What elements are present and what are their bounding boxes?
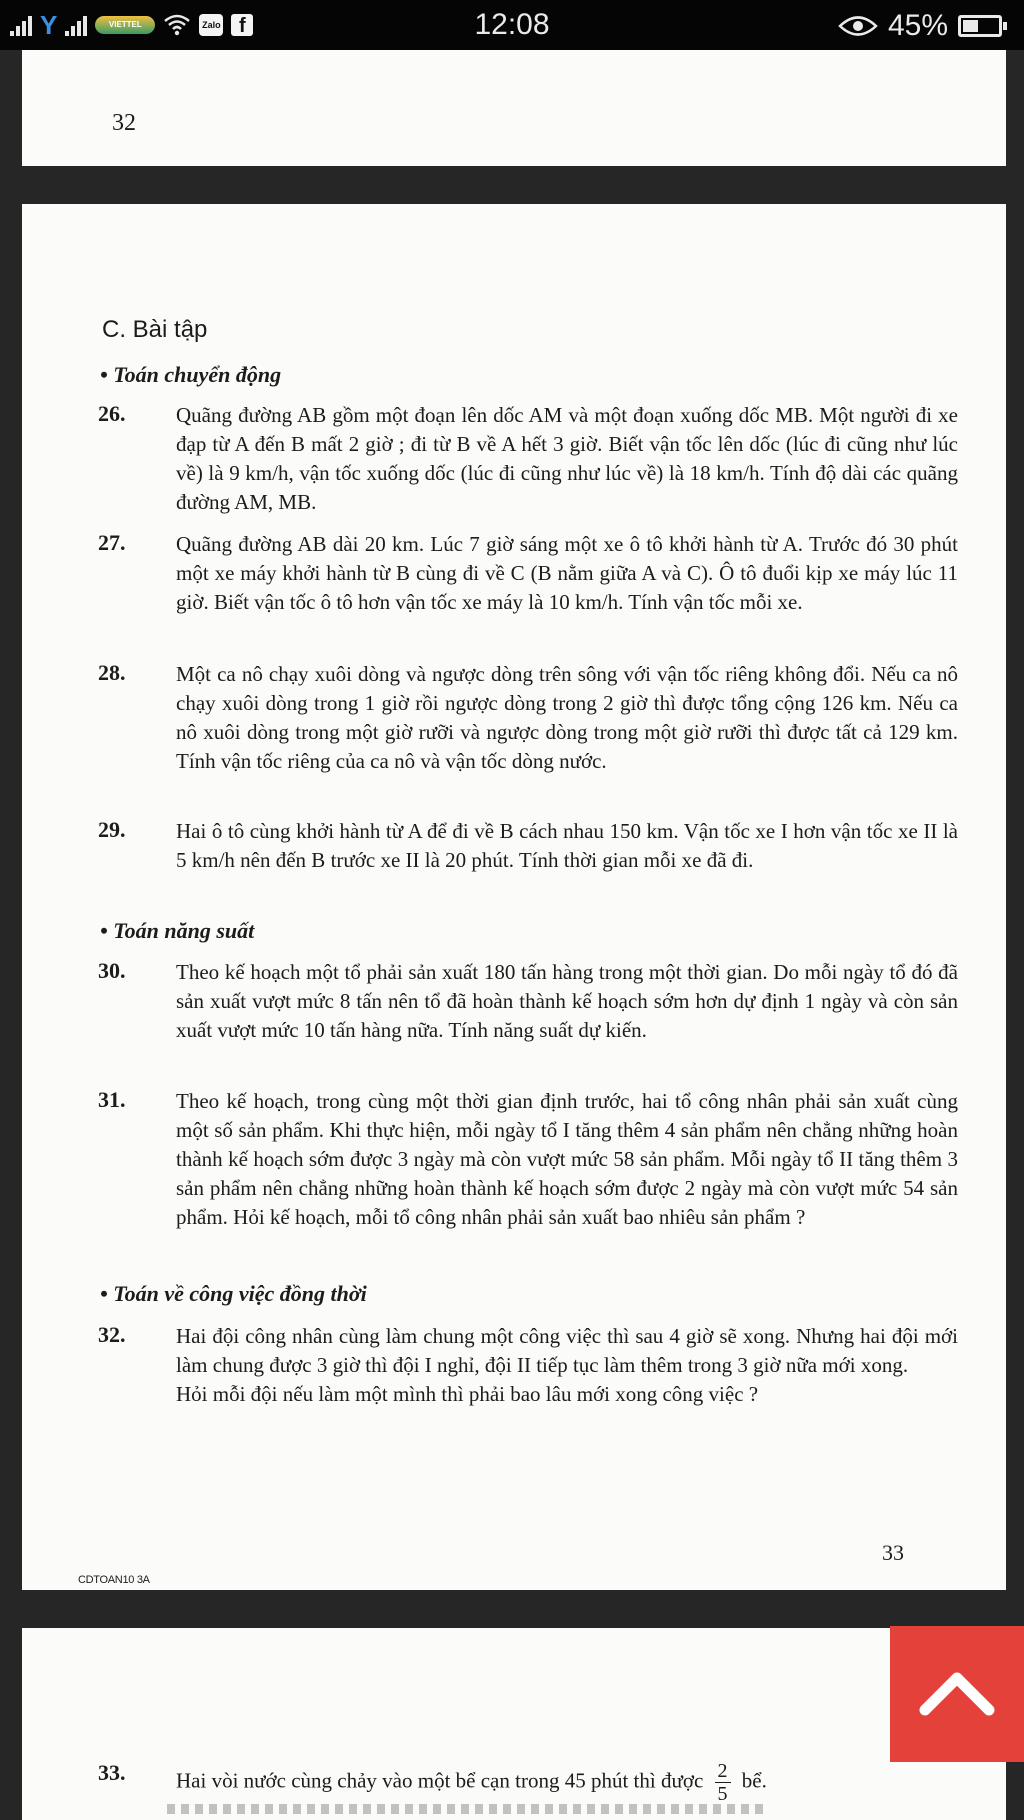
problem-number: 26.	[98, 401, 126, 426]
battery-percent: 45%	[887, 9, 948, 42]
problem-text: Hai đội công nhân cùng làm chung một công việc thì sau 4 giờ sẽ xong. Nhưng hai đội mới làm chung được 3 giờ thì đội I nghỉ, đội II tiếp tục làm thêm trong 3 giờ nữa mới xong.	[176, 1324, 958, 1377]
problem-33	[98, 1760, 958, 1805]
problem-text: Theo kế hoạch, trong cùng một thời gian định trước, hai tổ công nhân phải sản xuất cùng một số sản phẩm. Khi thực hiện, mỗi ngày tổ I tăng thêm 4 sản phẩm nên chẳng những hoàn thành kế hoạch sớm được 3 ngày mà còn vượt mức 58 sản phẩm. Mỗi ngày tổ II tăng thêm 3 sản phẩm nên chẳng những hoàn thành kế hoạch sớm được 2 ngày mà còn vượt mức 54 sản phẩm. Hỏi kế hoạch, mỗi tổ công nhân phải sản xuất bao nhiêu sản phẩm ?	[176, 1089, 958, 1229]
problem-text-end: bể.	[741, 1768, 767, 1793]
problem-number: 28.	[98, 660, 126, 685]
page-number: 32	[112, 110, 136, 136]
topic-heading: • Toán chuyển động	[100, 362, 282, 387]
problem-26	[98, 401, 958, 517]
problem-31	[98, 1087, 958, 1232]
problem-number: 30.	[98, 958, 126, 983]
problem-text: Quãng đường AB gồm một đoạn lên dốc AM và một đoạn xuống dốc MB. Một người đi xe đạp từ A đến B mất 2 giờ ; đi từ B về A hết 3 giờ. Biết vận tốc lên dốc (lúc đi cũng như lúc về) là 9 km/h, vận tốc xuống dốc (lúc đi cũng như lúc về) là 18 km/h. Tính độ dài các quãng đường AM, MB.	[176, 403, 958, 514]
footer-code: CDTOAN10 3A	[78, 1574, 150, 1586]
problem-number: 32.	[98, 1322, 126, 1347]
viettel-logo: VIETTEL	[95, 16, 155, 34]
problem-number: 27.	[98, 530, 126, 555]
problem-number: 31.	[98, 1087, 126, 1112]
problem-30	[98, 958, 958, 1045]
problem-text: Hai ô tô cùng khởi hành từ A để đi về B cách nhau 150 km. Vận tốc xe I hơn vận tốc xe II là 5 km/h nên đến B trước xe II là 20 phút. Tính thời gian mỗi xe đã đi.	[176, 819, 958, 872]
cut-off-text-line	[167, 1804, 767, 1814]
problem-number: 29.	[98, 817, 126, 842]
problem-27	[98, 530, 958, 617]
problem-text: Quãng đường AB dài 20 km. Lúc 7 giờ sáng một xe ô tô khởi hành từ A. Trước đó 30 phút một xe máy khởi hành từ B cùng đi về C (B nằm giữa A và C). Ô tô đuổi kịp xe máy lúc 11 giờ. Biết vận tốc ô tô hơn vận tốc xe máy là 10 km/h. Tính vận tốc mỗi xe.	[176, 532, 958, 614]
problem-29	[98, 817, 958, 875]
problem-number: 33.	[98, 1760, 126, 1785]
topic-heading: • Toán về công việc đồng thời	[100, 1281, 367, 1306]
problem-32	[98, 1322, 958, 1409]
fraction-numerator: 2	[715, 1760, 731, 1783]
scroll-to-top-button[interactable]	[890, 1626, 1024, 1762]
section-heading: C. Bài tập	[102, 316, 208, 343]
status-icons-right	[838, 9, 1002, 43]
status-bar	[0, 0, 1024, 50]
problem-text: Theo kế hoạch một tổ phải sản xuất 180 tấn hàng trong một thời gian. Do mỗi ngày tổ đó đã sản xuất vượt mức 8 tấn nên tổ đã hoàn thành kế hoạch sớm hơn dự định 1 ngày và còn sản xuất vượt mức 10 tấn hàng nữa. Tính năng suất dự kiến.	[176, 960, 958, 1042]
chevron-up-icon	[917, 1664, 997, 1720]
document-page-previous	[22, 50, 1006, 166]
problem-question: Hỏi mỗi đội nếu làm một mình thì phải bao lâu mới xong công việc ?	[176, 1382, 759, 1406]
page-number: 33	[882, 1540, 904, 1565]
battery-level	[963, 20, 978, 32]
facebook-icon: f	[231, 14, 253, 36]
problem-28	[98, 660, 958, 776]
battery-icon	[958, 15, 1002, 37]
problem-text: Một ca nô chạy xuôi dòng và ngược dòng trên sông với vận tốc riêng không đổi. Nếu ca nô chạy xuôi dòng trong 1 giờ rồi ngược dòng trong 2 giờ thì được tổng cộng 126 km. Nếu ca nô xuôi dòng trong một giờ rưỡi và ngược dòng trong một giờ rưỡi thì được tất cả 129 km. Tính vận tốc riêng của ca nô và vận tốc dòng nước.	[176, 662, 958, 773]
carrier-icon: Y	[40, 10, 58, 40]
clock: 12:08	[474, 8, 550, 41]
eye-icon	[838, 15, 878, 37]
problem-text: Hai vòi nước cùng chảy vào một bể cạn trong 45 phút thì được	[176, 1768, 704, 1793]
topic-heading: • Toán năng suất	[100, 918, 255, 943]
fraction-denominator: 5	[717, 1783, 728, 1805]
document-page-next	[22, 1628, 1006, 1820]
document-page	[22, 204, 1006, 1590]
zalo-icon: Zalo	[199, 14, 223, 36]
fraction	[715, 1760, 731, 1805]
